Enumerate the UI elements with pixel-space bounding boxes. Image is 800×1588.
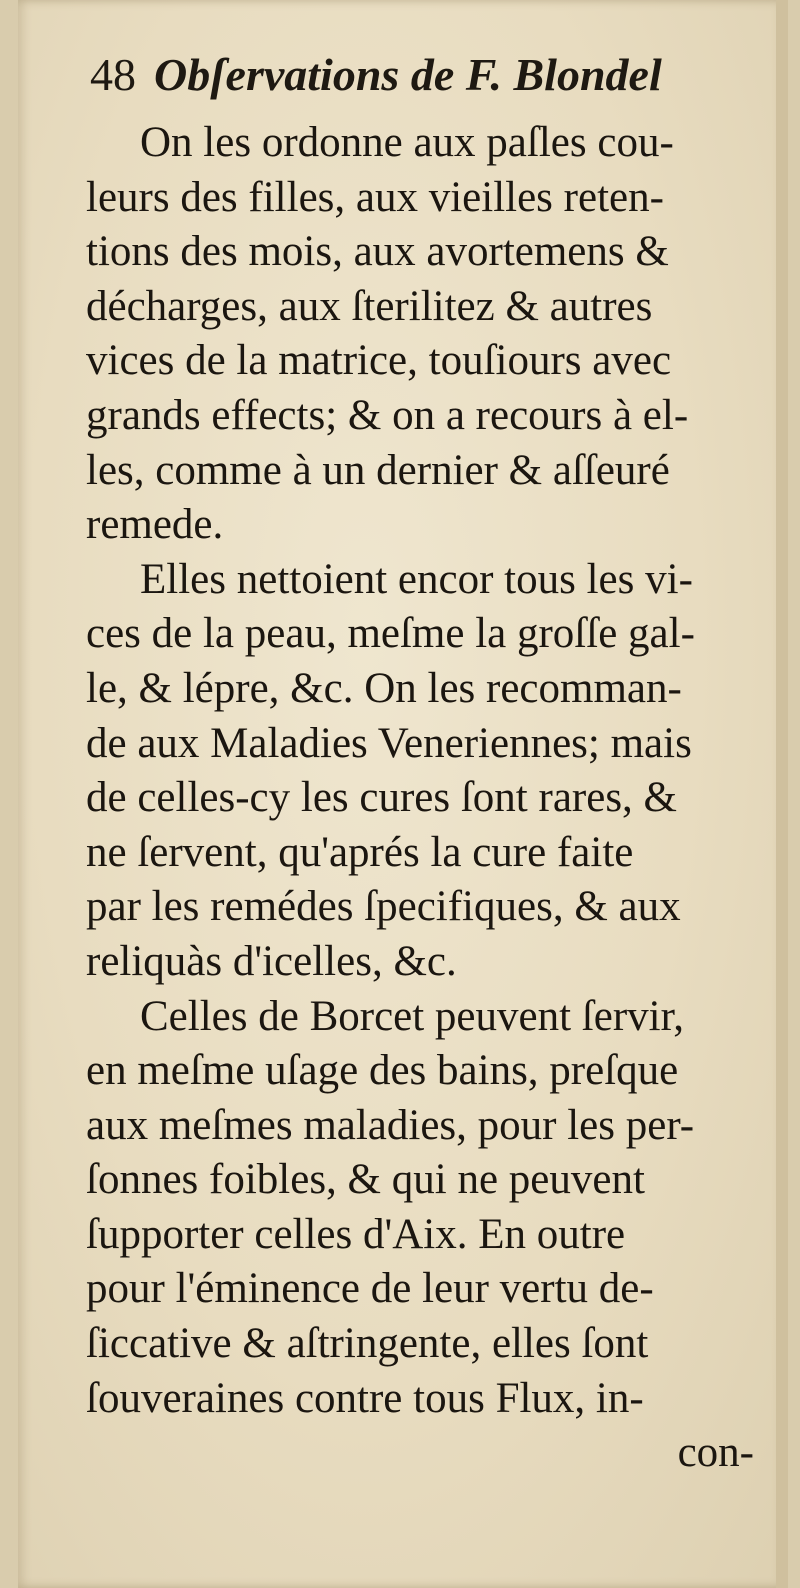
- text-line: leurs des filles, aux vieilles reten-: [86, 173, 664, 221]
- text-line: tions des mois, aux avortemens &: [86, 228, 669, 276]
- text-line: ſupporter celles d'Aix. En outre: [86, 1210, 626, 1258]
- book-page: [18, 0, 788, 1588]
- text-line: ne ſervent, qu'aprés la cure faite: [86, 828, 634, 876]
- text-line: aux meſmes maladies, pour les per-: [86, 1101, 695, 1149]
- text-line: en meſme uſage des bains, preſque: [86, 1047, 679, 1095]
- text-line: reliquàs d'icelles, &c.: [86, 937, 457, 985]
- text-line: décharges, aux ſterilitez & autres: [86, 282, 653, 330]
- body-text: [86, 116, 796, 1481]
- catchword: con-: [677, 1429, 754, 1477]
- text-line: remede.: [86, 501, 224, 549]
- text-line: pour l'éminence de leur vertu de-: [86, 1265, 654, 1313]
- text-line: ſiccative & aſtringente, elles ſont: [86, 1320, 649, 1368]
- text-line: les, comme à un dernier & aſſeuré: [86, 446, 670, 494]
- running-title: Obſervations de F. Blondel: [154, 49, 662, 100]
- text-line: ſouveraines contre tous Flux, in-: [86, 1374, 644, 1422]
- text-line: On les ordonne aux paſles cou-: [140, 119, 674, 166]
- text-line: par les remédes ſpecifiques, & aux: [86, 883, 681, 931]
- text-line: ſonnes foibles, & qui ne peuvent: [86, 1156, 645, 1204]
- text-line: ces de la peau, meſme la groſſe gal-: [86, 610, 695, 658]
- text-line: grands effects; & on a recours à el-: [86, 391, 689, 439]
- text-line: le, & lépre, &c. On les recomman-: [86, 664, 682, 712]
- text-line: vices de la matrice, touſiours avec: [86, 337, 672, 385]
- text-line: Elles nettoient encor tous les vi-: [140, 555, 693, 603]
- running-header: [90, 40, 780, 110]
- text-line: de aux Maladies Veneriennes; mais: [86, 719, 692, 767]
- text-line: Celles de Borcet peuvent ſervir,: [140, 992, 684, 1040]
- text-line: de celles-cy les cures ſont rares, &: [86, 774, 677, 822]
- page-number: 48: [90, 49, 136, 100]
